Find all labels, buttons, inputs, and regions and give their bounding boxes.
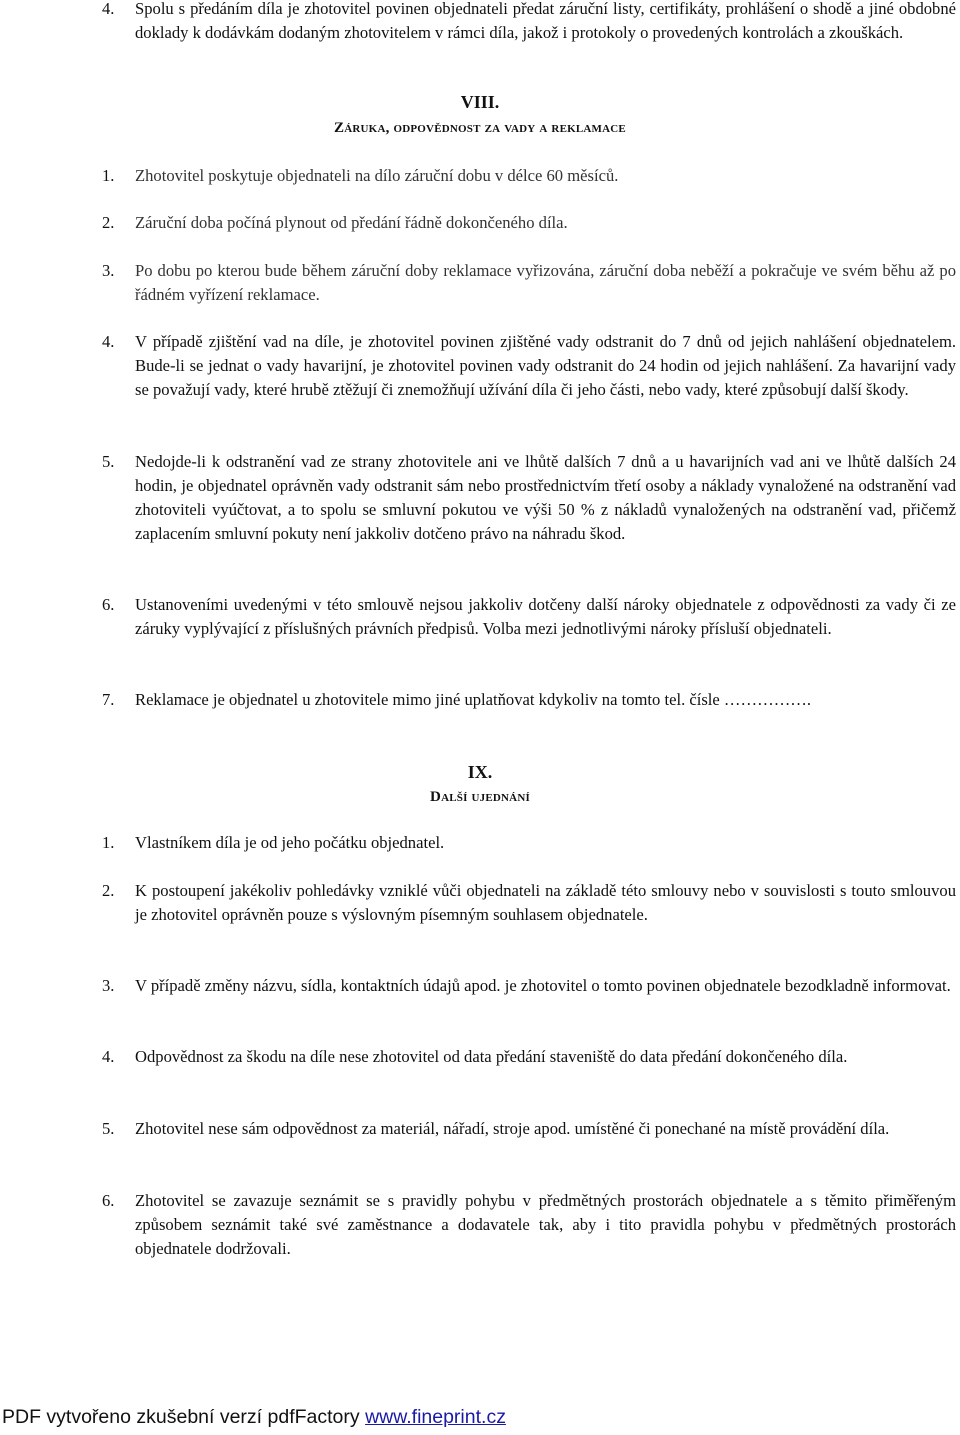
item-text: Zhotovitel se zavazuje seznámit se s pravidly pohybu v předmětných prostorách objednatele a s těmito přiměřeným způsobem seznámit také své zaměstnance a dodavatele tak, aby i tito pravidla pohybu v předmětných prostorách objednatele dodržovali.	[135, 1191, 956, 1258]
item-text: Odpovědnost za škodu na díle nese zhotovitel od data předání staveniště do data předání dokončeného díla.	[135, 1047, 848, 1066]
list-item	[102, 688, 956, 712]
item-number: 6.	[102, 1191, 115, 1210]
list-item	[102, 330, 956, 402]
list-item	[102, 211, 956, 235]
list-item	[102, 164, 956, 188]
item-number: 4.	[102, 332, 115, 351]
item-number: 4.	[102, 0, 115, 18]
section-title: Další ujednání	[430, 789, 530, 805]
item-number: 1.	[102, 833, 115, 852]
item-number: 4.	[102, 1047, 115, 1066]
list-item	[102, 974, 956, 998]
item-number: 2.	[102, 881, 115, 900]
list-item	[102, 450, 956, 546]
item-number: 3.	[102, 261, 115, 280]
footer-link[interactable]: www.fineprint.cz	[365, 1406, 506, 1428]
item-text: Zhotovitel nese sám odpovědnost za materiál, nářadí, stroje apod. umístěné či ponechané na místě provádění díla.	[135, 1119, 890, 1138]
list-item	[102, 1045, 956, 1069]
section-title: Záruka, odpovědnost za vady a reklamace	[334, 120, 626, 136]
section-number: IX.	[467, 762, 493, 782]
item-text: V případě zjištění vad na díle, je zhotovitel povinen zjištěné vady odstranit do 7 dnů od jejich nahlášení objednatelem. Bude-li se jednat o vady havarijní, je zhotovitel povinen vady odstranit do 24 hodin od jejich nahlášení. Za havarijní vady se považují vady, které hrubě ztěžují či znemožňují užívání díla či jeho části, nebo vady, které způsobují další škody.	[135, 332, 956, 399]
list-item	[102, 831, 956, 855]
item-number: 5.	[102, 452, 115, 471]
item-text: Po dobu po kterou bude během záruční doby reklamace vyřizována, záruční doba neběží a pokračuje ve svém běhu až po řádném vyřízení reklamace.	[135, 261, 956, 304]
list-item	[102, 1117, 956, 1141]
item-text: Vlastníkem díla je od jeho počátku objednatel.	[135, 833, 445, 852]
item-number: 1.	[102, 166, 115, 185]
item-number: 2.	[102, 213, 115, 232]
list-item	[102, 879, 956, 927]
list-item	[102, 0, 956, 45]
item-text: Ustanoveními uvedenými v této smlouvě nejsou jakkoliv dotčeny další nároky objednatele z odpovědnosti za vady či ze záruky vyplývající z příslušných právních předpisů. Volba mezi jednotlivými nároky přísluší objednateli.	[135, 595, 956, 638]
item-text: Nedojde-li k odstranění vad ze strany zhotovitele ani ve lhůtě dalších 7 dnů a u havarijních vad ani ve lhůtě dalších 24 hodin, je objednatel oprávněn vady odstranit sám nebo prostřednictvím třetí osoby a náklady vynaložené na odstranění vad zhotoviteli vyúčtovat, a to spolu se smluvní pokutou ve výši 50 % z nákladů vynaložených na odstranění vad, přičemž zaplacením smluvní pokuty není jakkoliv dotčeno právo na náhradu škod.	[135, 452, 956, 543]
list-item	[102, 259, 956, 307]
list-item	[102, 593, 956, 641]
item-text: Zhotovitel poskytuje objednateli na dílo záruční dobu v délce 60 měsíců.	[135, 166, 619, 185]
item-number: 3.	[102, 976, 115, 995]
item-text: Spolu s předáním díla je zhotovitel povinen objednateli předat záruční listy, certifikáty, prohlášení o shodě a jiné obdobné doklady k dodávkám dodaným zhotovitelem v rámci díla, jakož i protokoly o provedených kontrolách a zkouškách.	[135, 0, 956, 42]
item-text: Reklamace je objednatel u zhotovitele mimo jiné uplatňovat kdykoliv na tomto tel. čísle …………….	[135, 690, 812, 709]
pdf-watermark-footer	[2, 1406, 506, 1429]
item-number: 7.	[102, 690, 115, 709]
item-text: Záruční doba počíná plynout od předání řádně dokončeného díla.	[135, 213, 568, 232]
section-number: VIII.	[460, 92, 500, 112]
item-number: 6.	[102, 595, 115, 614]
footer-text: PDF vytvořeno zkušební verzí pdfFactory	[2, 1406, 366, 1428]
item-text: K postoupení jakékoliv pohledávky vzniklé vůči objednateli na základě této smlouvy nebo v souvislosti s touto smlouvou je zhotovitel oprávněn pouze s výslovným písemným souhlasem objednatele.	[135, 881, 956, 924]
item-number: 5.	[102, 1119, 115, 1138]
item-text: V případě změny názvu, sídla, kontaktních údajů apod. je zhotovitel o tomto povinen objednatele bezodkladně informovat.	[135, 976, 951, 995]
list-item	[102, 1189, 956, 1261]
